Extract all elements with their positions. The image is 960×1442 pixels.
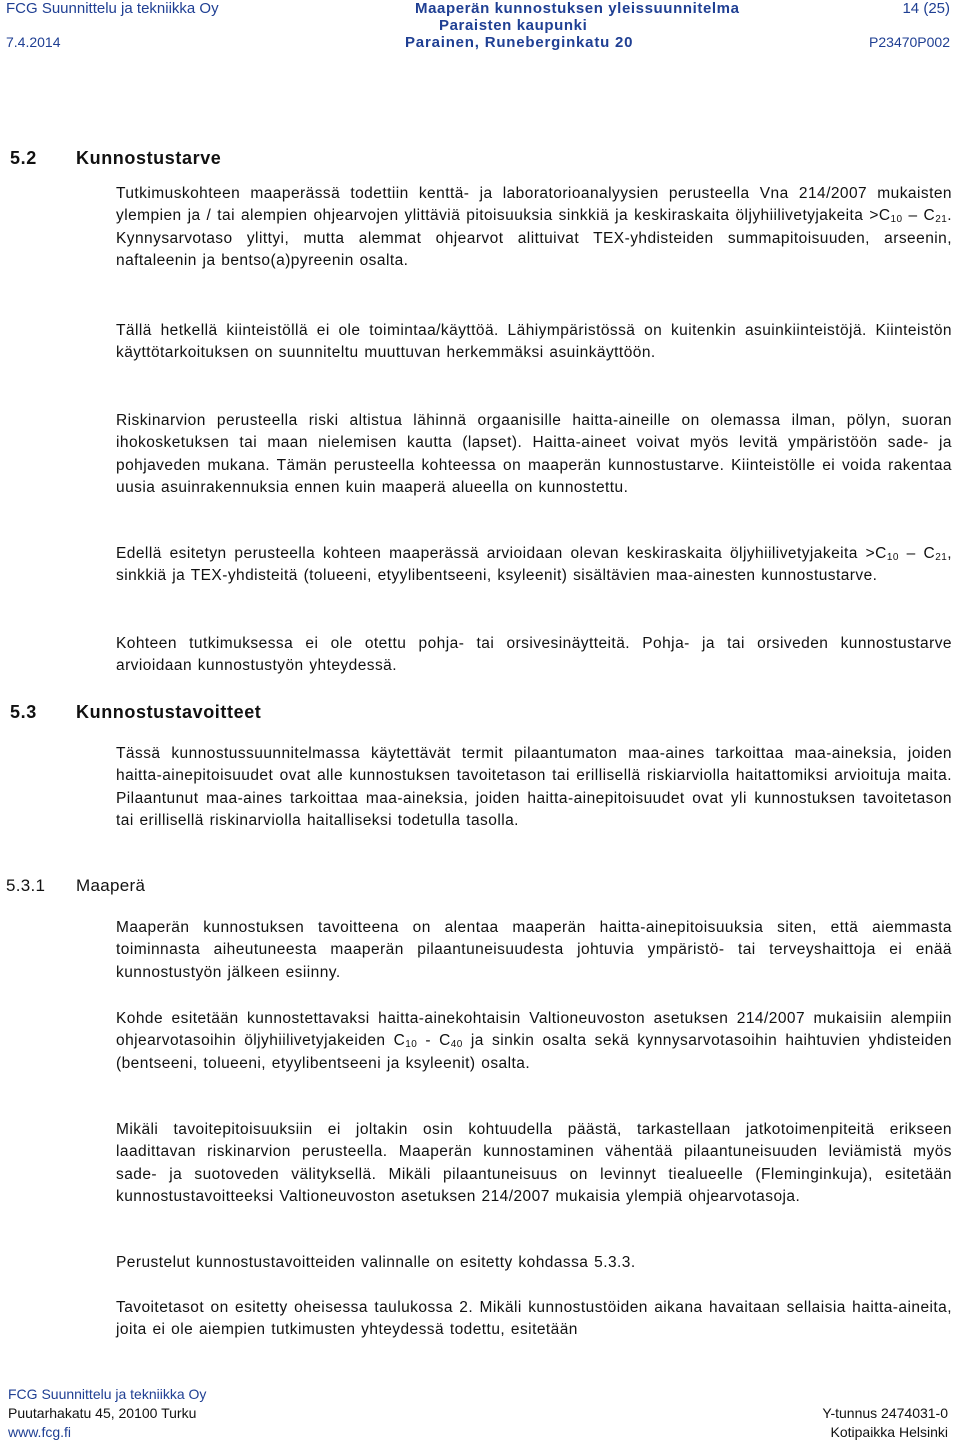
paragraph: Tällä hetkellä kiinteistöllä ei ole toimintaa/käyttöä. Lähiympäristössä on kuitenkin asuinkiinteistöjä. Kiinteistön käyttötarkoituksen on suunniteltu muuttuvan herkemmäksi asuinkäyttöön. bbox=[116, 322, 952, 362]
subscript: 10 bbox=[886, 552, 899, 563]
section-title: Maaperä bbox=[76, 876, 146, 895]
footer-domicile: Kotipaikka Helsinki bbox=[830, 1424, 948, 1440]
footer-company: FCG Suunnittelu ja tekniikka Oy bbox=[8, 1386, 207, 1402]
paragraph: Riskinarvion perusteella riski altistua lähinnä orgaanisille haitta-aineille on olemassa ilman, pölyn, suoran ihokosketuksen tai maan nielemisen kautta (lapset). Haitta-aineet voivat myös levitä ympäristöön sade- ja pohjaveden mukana. Tämän perusteella kohteessa on maaperän kunnostustarve. Kiinteistölle ei voida rakentaa uusia asuinrakennuksia ennen kuin maaperä alueella on kunnostettu. bbox=[116, 412, 952, 497]
paragraph: Kohteen tutkimuksessa ei ole otettu pohja- tai orsivesinäytteitä. Pohja- ja tai orsiveden kunnostustarve arvioidaan kunnostustyön yhteydessä. bbox=[116, 635, 952, 675]
section-title: Kunnostustarve bbox=[76, 148, 222, 168]
header-company: FCG Suunnittelu ja tekniikka Oy bbox=[6, 0, 219, 17]
subscript: 21 bbox=[935, 214, 948, 226]
header-client: Paraisten kaupunki bbox=[439, 17, 588, 34]
text-run: - C bbox=[417, 1032, 451, 1050]
section-title: Kunnostustavoitteet bbox=[76, 702, 262, 722]
paragraph bbox=[116, 183, 952, 273]
section-number: 5.3 bbox=[10, 702, 37, 722]
text-run: . Kynnysarvotaso ylittyi, mutta alemmat ohjearvot alittuivat TEX-yhdisteiden summapitoisuuden, arseenin, naftaleenin ja bentso(a)pyreenin osalta. bbox=[116, 207, 952, 270]
header-date: 7.4.2014 bbox=[6, 34, 61, 50]
footer-website-link[interactable]: www.fcg.fi bbox=[8, 1424, 72, 1440]
text-run: – C bbox=[898, 545, 936, 562]
paragraph bbox=[116, 1008, 952, 1075]
footer-business-id: Y-tunnus 2474031-0 bbox=[822, 1405, 948, 1421]
section-5-3-1-heading bbox=[6, 876, 145, 896]
header-project-code: P23470P002 bbox=[869, 34, 950, 50]
paragraph: Perustelut kunnostustavoitteiden valinnalle on esitetty kohdassa 5.3.3. bbox=[116, 1254, 636, 1271]
text-run: Edellä esitetyn perusteella kohteen maaperässä arvioidaan olevan keskiraskaita öljyhiilivetyjakeita >C bbox=[116, 545, 887, 562]
paragraph: Tavoitetasot on esitetty oheisessa taulukossa 2. Mikäli kunnostustöiden aikana havaitaan sellaisia haitta-aineita, joita ei ole aiempien tutkimusten yhteydessä todettu, esitetään bbox=[116, 1299, 952, 1339]
text-run: Tutkimuskohteen maaperässä todettiin kenttä- ja laboratorioanalyysien perusteella Vna 214/2007 mukaisten ylempien ja / tai alempien ohjearvojen ylittäviä pitoisuuksia sinkkiä ja keskiraskaita öljyhiilivetyjakeita >C bbox=[116, 185, 952, 225]
text-run: – C bbox=[902, 207, 936, 225]
section-5-2-heading bbox=[10, 148, 221, 169]
header-site: Parainen, Runeberginkatu 20 bbox=[405, 34, 634, 51]
subscript: 21 bbox=[935, 552, 948, 563]
paragraph: Maaperän kunnostuksen tavoitteena on alentaa maaperän haitta-ainepitoisuuksia siten, että aiemmasta toiminnasta aiheutuneesta maaperän pilaantuneisuudesta johtuvia ympäristö- tai terveyshaittoja ei enää kunnostustyön jälkeen esiinny. bbox=[116, 919, 952, 981]
text-run: , sinkkiä ja TEX-yhdisteitä (tolueeni, etyylibentseeni, ksyleenit) sisältävien maa-ainesten kunnostustarve. bbox=[116, 545, 952, 585]
section-number: 5.3.1 bbox=[6, 876, 46, 895]
page-footer bbox=[0, 1384, 960, 1442]
page-header bbox=[0, 0, 960, 60]
subscript: 10 bbox=[405, 1039, 418, 1051]
section-number: 5.2 bbox=[10, 148, 37, 168]
header-doc-title: Maaperän kunnostuksen yleissuunnitelma bbox=[415, 0, 740, 17]
subscript: 10 bbox=[890, 214, 903, 226]
section-5-3-heading bbox=[10, 702, 261, 723]
subscript: 40 bbox=[450, 1039, 463, 1051]
text-run: Kohde esitetään kunnostettavaksi haitta-ainekohtaisin Valtioneuvoston asetuksen 214/2007 mukaisiin alempiin ohjearvotasoihin öljyhiilivetyjakeiden C bbox=[116, 1010, 952, 1050]
paragraph: Tässä kunnostussuunnitelmassa käytettävät termit pilaantumaton maa-aines tarkoittaa maa-aineksia, joiden haitta-ainepitoisuudet ovat alle kunnostuksen tavoitetason tai erillisellä riskiarviolla haitattomiksi arvioituja maita. Pilaantunut maa-aines tarkoittaa maa-aineksia, joiden haitta-ainepitoisuudet ovat yli kunnostuksen tavoitetason tai erillisellä riskinarviolla haitalliseksi todetulla tasolla. bbox=[116, 745, 952, 830]
text-run: ja sinkin osalta sekä kynnysarvotasoihin haihtuvien yhdisteiden (bentseeni, tolueeni, etyylibentseeni ja ksyleenit) osalta. bbox=[116, 1032, 952, 1072]
paragraph: Mikäli tavoitepitoisuuksiin ei joltakin osin kohtuudella päästä, tarkastellaan jatkotoimenpiteitä erikseen laadittavan riskinarvion perusteella. Maaperän kunnostaminen vähentää pilaantuneisuuden leviämistä myös sade- ja suotoveden välityksellä. Mikäli pilaantuneisuus on levinnyt tiealueelle (Fleminginkuja), esitetään kunnostustavoitteeksi Valtioneuvoston asetuksen 214/2007 mukaisia ylempiä ohjearvotasoja. bbox=[116, 1121, 952, 1206]
footer-address: Puutarhakatu 45, 20100 Turku bbox=[8, 1405, 197, 1421]
header-page-number: 14 (25) bbox=[902, 0, 950, 17]
paragraph bbox=[116, 543, 952, 588]
